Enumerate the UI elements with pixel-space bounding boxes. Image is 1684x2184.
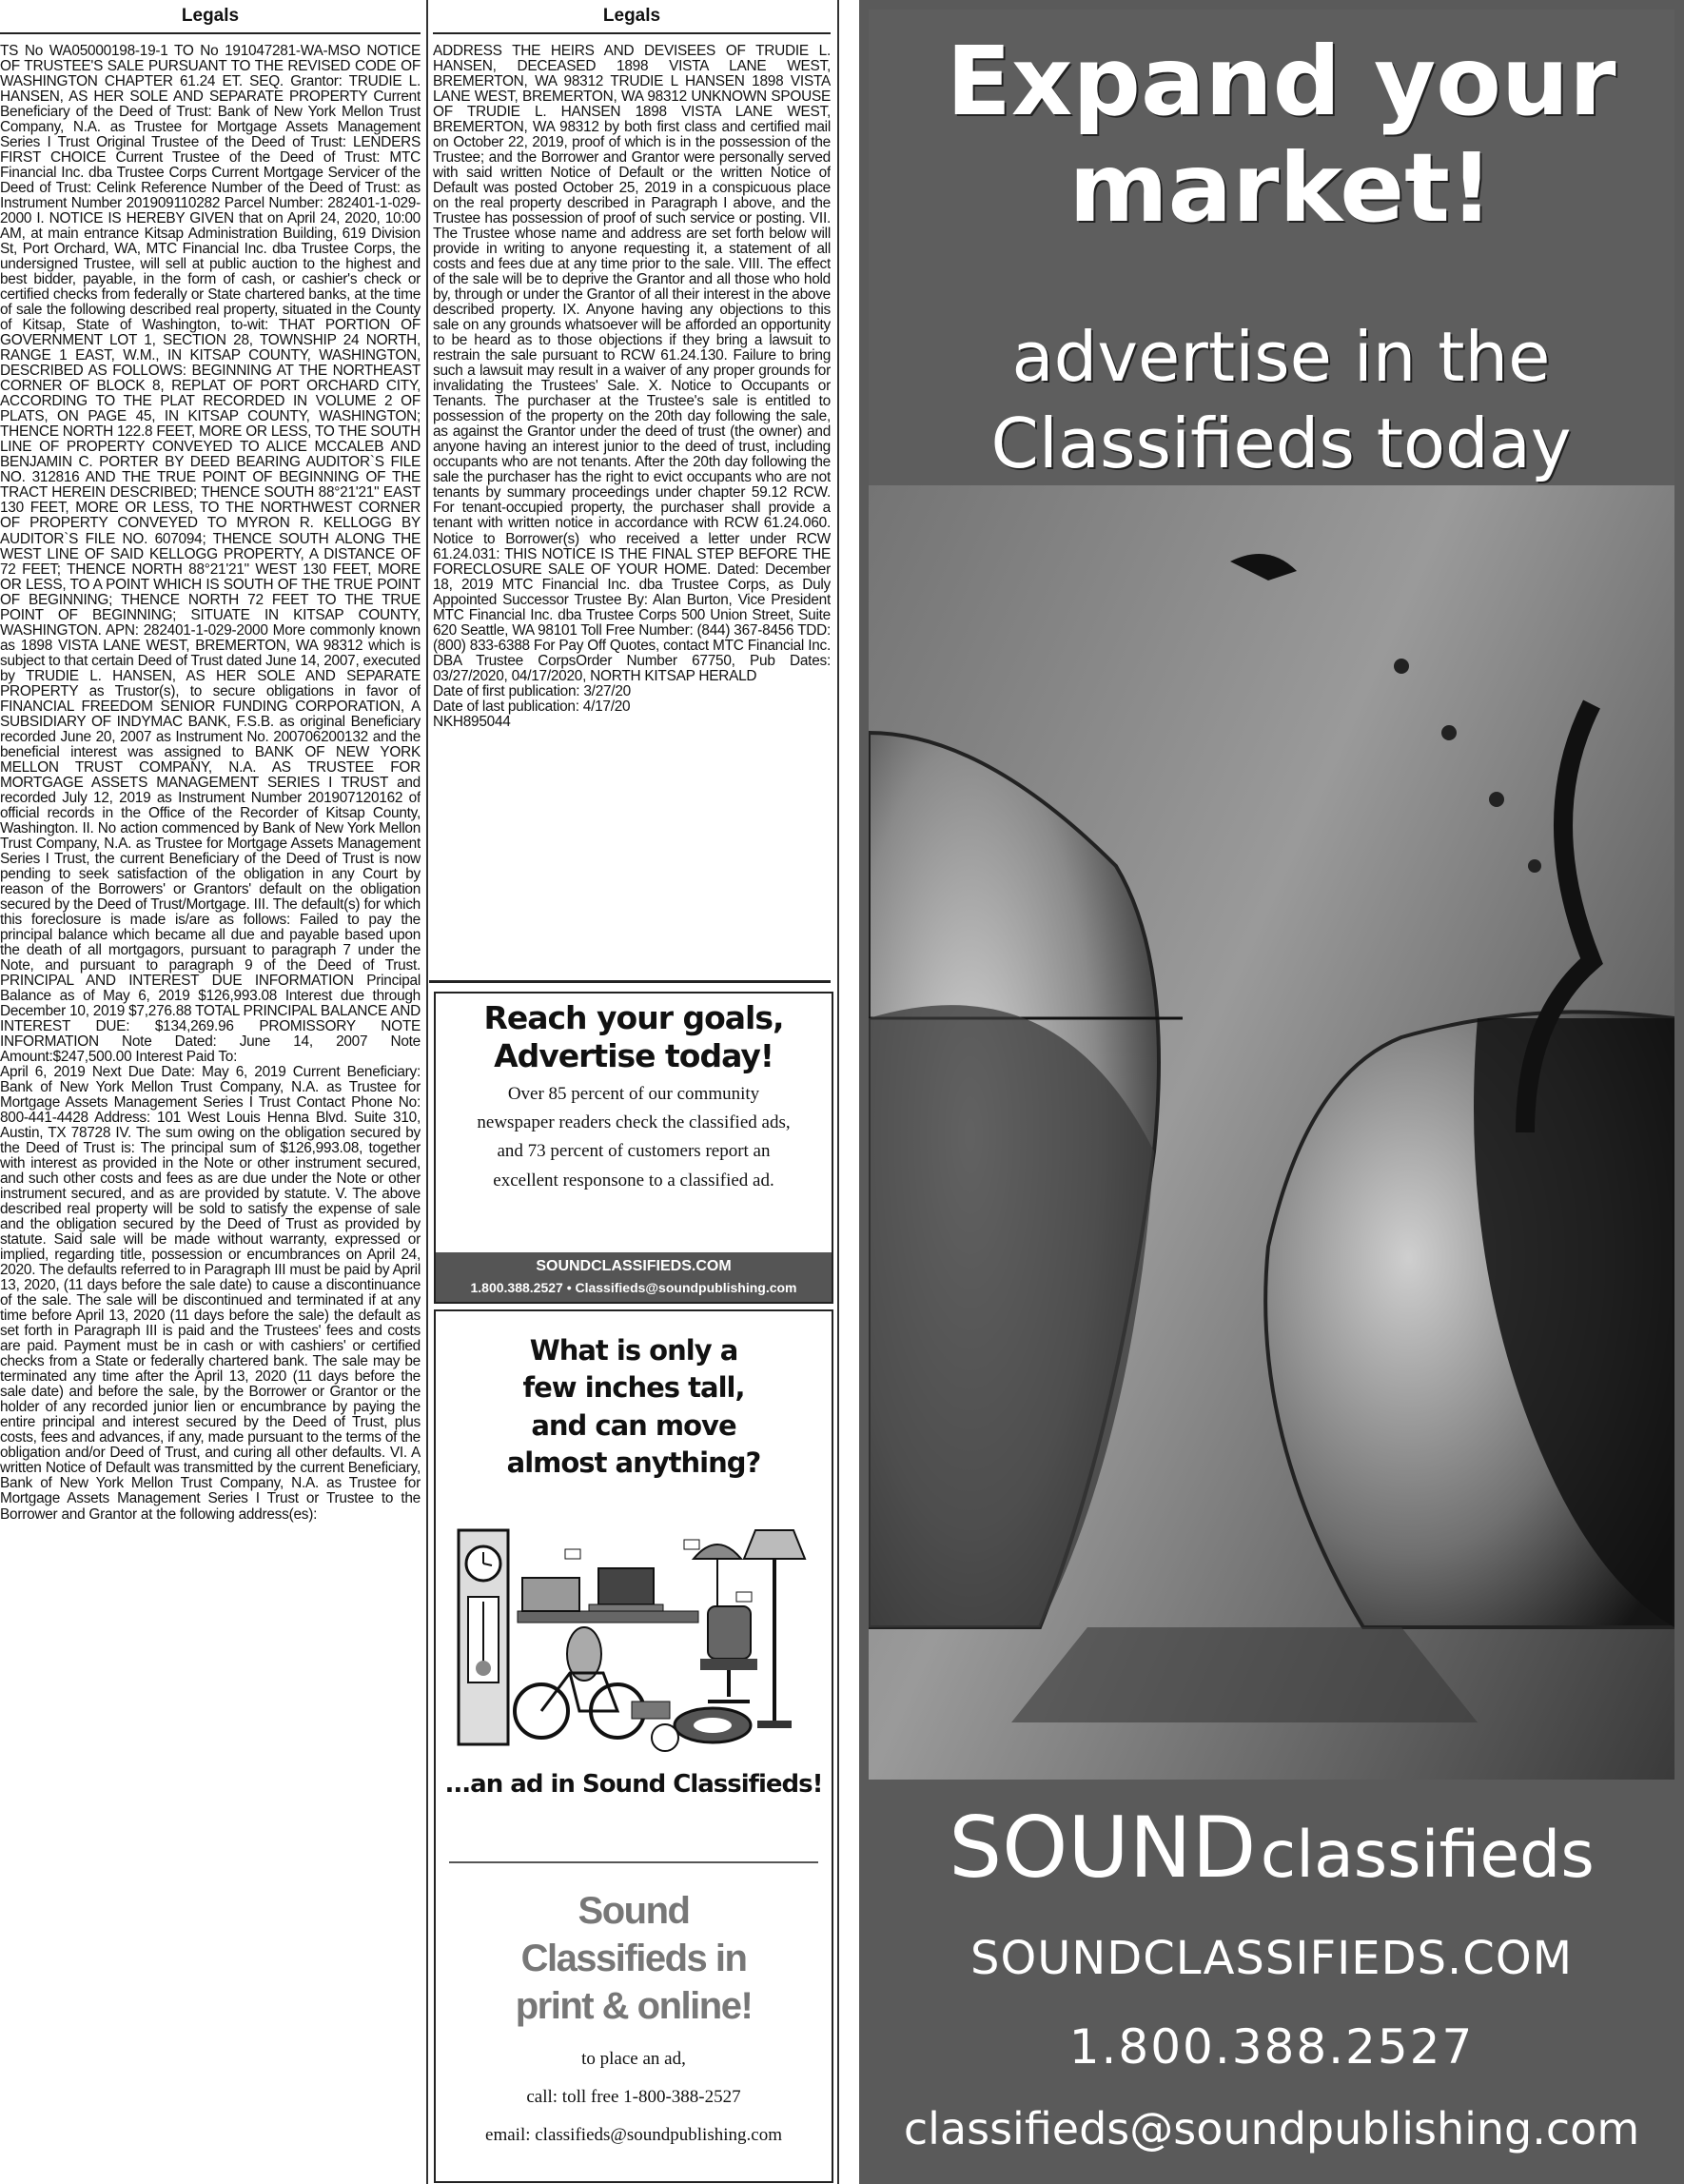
ad-reach-goals xyxy=(434,992,833,1304)
legal-notice-text: TS No WA05000198-19-1 TO No 191047281-WA-MSO NOTICE OF TRUSTEE'S SALE PURSUANT TO THE REVISED CODE OF WASHINGTON CHAPTER 61.24 ET. SEQ. Grantor: TRUDIE L. HANSEN, AS HER SOLE AND SEPARATE PROPERTY Current Beneficiary of the Deed of Trust: Bank of New York Mellon Trust Company, N.A. as Trustee for Mortgage Assets Management Series I Trust Original Trustee of the Deed of Trust: LENDERS FIRST CHOICE Current Trustee of the Deed of Trust: MTC Financial Inc. dba Trustee Corps Current Mortgage Servicer of the Deed of Trust: Celink Reference Number of the Deed of Trust: as Instrument Number 201909110282 Parcel Number: 282401-1-029-2000 I. NOTICE IS HEREBY GIVEN that on April 24, 2020, 10:00 AM, at main entrance Kitsap Administration Building, 619 Division St, Port Orchard, WA, MTC Financial Inc. dba Trustee Corps, the undersigned Trustee, will sell at public auction to the highest and best bidder, payable, in the form of cash, or cashier's check or certified checks from federally or State chartered banks, at the time of sale the following described real property, situated in the County of Kitsap, State of Washington, to-wit: THAT PORTION OF GOVERNMENT LOT 1, SECTION 28, TOWNSHIP 24 NORTH, RANGE 1 EAST, W.M., IN KITSAP COUNTY, WASHINGTON, DESCRIBED AS FOLLOWS: BEGINNING AT THE NORTHEAST CORNER OF BLOCK 8, REPLAT OF PORT ORCHARD CITY, ACCORDING TO THE PLAT RECORDED IN VOLUME 2 OF PLATS, ON PAGE 45, IN KITSAP COUNTY, WASHINGTON; THENCE NORTH 122.8 FEET, MORE OR LESS, TO THE SOUTH LINE OF PROPERTY CONVEYED TO ALICE MCCALEB AND BENJAMIN C. PORTER BY DEED BEARING AUDITOR`S FILE NO. 312816 AND THE TRUE POINT OF BEGINNING OF THE TRACT HEREIN DESCRIBED; THENCE SOUTH 88°21'21" EAST 130 FEET, MORE OR LESS, TO THE NORTHWEST CORNER OF PROPERTY CONVEYED TO MYRON R. KELLOGG BY AUDITOR`S FILE NO. 607094; THENCE SOUTH ALONG THE WEST LINE OF SAID KELLOGG PROPERTY, A DISTANCE OF 72 FEET; THENCE NORTH 88°21'21" WEST 130 FEET, MORE OR LESS, TO A POINT WHICH IS SOUTH OF THE TRUE POINT OF BEGINNING; THENCE NORTH 72 FEET TO THE TRUE POINT OF BEGINNING; SITUATE IN KITSAP COUNTY, WASHINGTON. APN: 282401-1-029-2000 More commonly known as 1898 VISTA LANE WEST, BREMERTON, WA 98312 which is subject to that certain Deed of Trust dated June 14, 2007, executed by TRUDIE L. HANSEN, AS HER SOLE AND SEPARATE PROPERTY as Trustor(s), to secure obligations in favor of FINANCIAL FREEDOM SENIOR FUNDING CORPORATION, A SUBSIDIARY OF INDYMAC BANK, F.S.B. as original Beneficiary recorded June 20, 2007 as Instrument No. 200706200132 and the beneficial interest was assigned to BANK OF NEW YORK MELLON TRUST COMPANY, N.A. AS TRUSTEE FOR MORTGAGE ASSETS MANAGEMENT SERIES I TRUST and recorded July 12, 2019 as Instrument Number 201907120162 of official records in the Office of the Recorder of Kitsap County, Washington. II. No action commenced by Bank of New York Mellon Trust Company, N.A. as Trustee for Mortgage Assets Management Series I Trust, the current Beneficiary of the Deed of Trust is now pending to seek satisfaction of the obligation in any Court by reason of the Borrowers' or Grantors' default on the obligation secured by the Deed of Trust/Mortgage. III. The default(s) for which this foreclosure is made is/are as follows: Failed to pay the principal balance which became all due and payable based upon the death of all mortgagors, pursuant to paragraph 7 under the Note, and pursuant to paragraph 9 of the Deed of Trust. PRINCIPAL AND INTEREST DUE INFORMATION Principal Balance as of May 6, 2019 $126,993.08 Interest due through December 10, 2019 $7,276.88 TOTAL PRINCIPAL BALANCE AND INTEREST DUE: $134,269.96 PROMISSORY NOTE INFORMATION Note Dated: June 14, 2007 Note Amount:$247,500.00 Interest Paid To: April 6, 2019 Next Due Date: May 6, 2019 Current Beneficiary: Bank of New York Mellon Trust Company, N.A. as Trustee for Mortgage Assets Management Series I Trust Contact Phone No: 800-441-4428 Address: 101 West Louis Henna Blvd. Suite 310, Austin, TX 78728 IV. The sum owing on the obligation secured by the Deed of Trust is: The principal sum of $126,993.08, together with interest as provided in the Note or other instrument secured, and such other costs and fees as are due under the Note or other instrument secured, and as are provided by statute. V. The above described real property will be sold to satisfy the expense of sale and the obligation secured by the Deed of Trust as provided by statute. Said sale will be made without warranty, expressed or implied, regarding title, possession or encumbrances on April 24, 2020. The defaults referred to in Paragraph III must be paid by April 13, 2020, (11 days before the sale date) to cause a discontinuance of the sale. The sale will be discontinued and terminated if at any time before April 13, 2020 (11 days before the sale) the default as set forth in Paragraph III is paid and the Trustees' fees and costs are paid. Payment must be in cash or with cashiers' or certified checks from a State or federally chartered bank. The sale may be terminated any time after the April 13, 2020 (11 days before the sale date) and before the sale, by the Borrower or Grantor or the holder of any recorded junior lien or encumbrance by paying the entire principal and interest secured by the Deed of Trust, plus costs, fees and advances, if any, made pursuant to the terms of the obligation and/or Deed of Trust, and curing all other defaults. VI. A written Notice of Default was transmitted by the current Beneficiary, Bank of New York Mellon Trust Company, N.A. as Trustee for Mortgage Assets Management Series I Trust or Trustee to the Borrower and Grantor at the following address(es): xyxy=(0,43,421,1523)
ad-line-1: to place an ad, xyxy=(581,2049,686,2069)
section-header: Legals xyxy=(433,0,831,34)
ad-image-area xyxy=(869,10,1674,1780)
ad-brand xyxy=(859,1799,1684,1897)
ad-site: SOUNDCLASSIFIEDS.COM xyxy=(969,1932,1574,1985)
lamp-icon xyxy=(744,1530,805,1559)
ad-line-3: email: classifieds@soundpublishing.com xyxy=(485,2125,782,2145)
legal-notice-text: ADDRESS THE HEIRS AND DEVISEES OF TRUDIE L. HANSEN, DECEASED 1898 VISTA LANE WEST, BREMERTON, WA 98312 TRUDIE L HANSEN 1898 VISTA LANE WEST, BREMERTON, WA 98312 UNKNOWN SPOUSE OF TRUDIE L. HANSEN 1898 VISTA LANE WEST, BREMERTON, WA 98312 by both first class and certified mail on October 22, 2019, proof of which is in the possession of the Trustee; and the Borrower and Grantor were personally served with said written Notice of Default or the written Notice of Default was posted October 25, 2019 in a conspicuous place on the real property described in Paragraph I above, and the Trustee has possession of proof of such service or posting. VII. The Trustee whose name and address are set forth below will provide in writing to anyone requesting it, a statement of all costs and fees due at any time prior to the sale. VIII. The effect of the sale will be to deprive the Grantor and all those who hold by, through or under the Grantor of all their interest in the above described property. IX. Anyone having any objections to this sale on any grounds whatsoever will be afforded an opportunity to be heard as to those objections if they bring a lawsuit to restrain the sale pursuant to RCW 61.24.130. Failure to bring such a lawsuit may result in a waiver of any proper grounds for invalidating the Trustees' Sale. X. Notice to Occupants or Tenants. The purchaser at the Trustee's sale is entitled to possession of the property on the 20th day following the sale, as against the Grantor under the deed of trust (the owner) and anyone having an interest junior to the deed of trust, including occupants who are not tenants. After the 20th day following the sale the purchaser has the right to evict occupants who are not tenants by summary proceedings under chapter 59.12 RCW. For tenant-occupied property, the purchaser shall provide a tenant with written notice in accordance with RCW 61.24.060. Notice to Borrower(s) who received a letter under RCW 61.24.031: THIS NOTICE IS THE FINAL STEP BEFORE THE FORECLOSURE SALE OF YOUR HOME. Dated: December 18, 2019 MTC Financial Inc. dba Trustee Corps, as Duly Appointed Successor Trustee By: Alan Burton, Vice President MTC Financial Inc. dba Trustee Corps 500 Union Street, Suite 620 Seattle, WA 98101 Toll Free Number: (844) 367-8456 TDD: (800) 833-6388 For Pay Off Quotes, contact MTC Financial Inc. DBA Trustee CorpsOrder Number 67750, Pub Dates: 03/27/2020, 04/17/2020, NORTH KITSAP HERALD Date of first publication: 3/27/20 Date of last publication: 4/17/20 NKH895044 xyxy=(433,43,831,730)
divider xyxy=(429,980,831,983)
ad-slogan: Sound Classifieds in print & online! xyxy=(515,1890,753,2027)
section-header: Legals xyxy=(0,0,421,34)
brand-light: classifieds xyxy=(1260,1818,1595,1893)
toy-train-icon xyxy=(632,1702,670,1719)
column-divider xyxy=(837,0,839,2184)
legals-column-1 xyxy=(0,0,421,2184)
laptop-icon xyxy=(598,1568,654,1604)
ball-icon xyxy=(652,1724,678,1751)
ad-expand-market xyxy=(859,0,1684,2184)
household-items-illustration xyxy=(451,1511,813,1759)
ad-what-is xyxy=(434,1309,833,2183)
ad-phone: 1.800.388.2527 xyxy=(1068,2019,1475,2075)
ad-line-2: call: toll free 1-800-388-2527 xyxy=(526,2087,741,2107)
ad-headline-1: Expand your market! xyxy=(946,26,1616,244)
column-divider xyxy=(426,0,428,2184)
ad-footer xyxy=(436,1252,832,1302)
ad-title: What is only a few inches tall, and can move almost anything? xyxy=(506,1334,761,1480)
ad-contact: 1.800.388.2527 • Classifieds@soundpublishing.com xyxy=(470,1280,797,1295)
ad-answer: ...an ad in Sound Classifieds! xyxy=(444,1770,823,1799)
water-jars-illustration xyxy=(869,10,1674,1780)
ad-body: Over 85 percent of our community newspaper readers check the classified ads, and 73 percent of customers report an excellent responsone to a classified ad. xyxy=(477,1083,791,1190)
ad-title: Reach your goals, Advertise today! xyxy=(483,999,784,1075)
ad-headline-2: advertise in the Classifieds today xyxy=(990,317,1572,483)
brand-bold: SOUND xyxy=(949,1799,1257,1897)
divider xyxy=(449,1861,818,1863)
ad-site: SOUNDCLASSIFIEDS.COM xyxy=(536,1258,732,1274)
ad-email: classifieds@soundpublishing.com xyxy=(903,2103,1640,2154)
chair-icon xyxy=(708,1606,751,1659)
tv-icon xyxy=(522,1578,579,1611)
umbrella-icon xyxy=(694,1545,741,1559)
